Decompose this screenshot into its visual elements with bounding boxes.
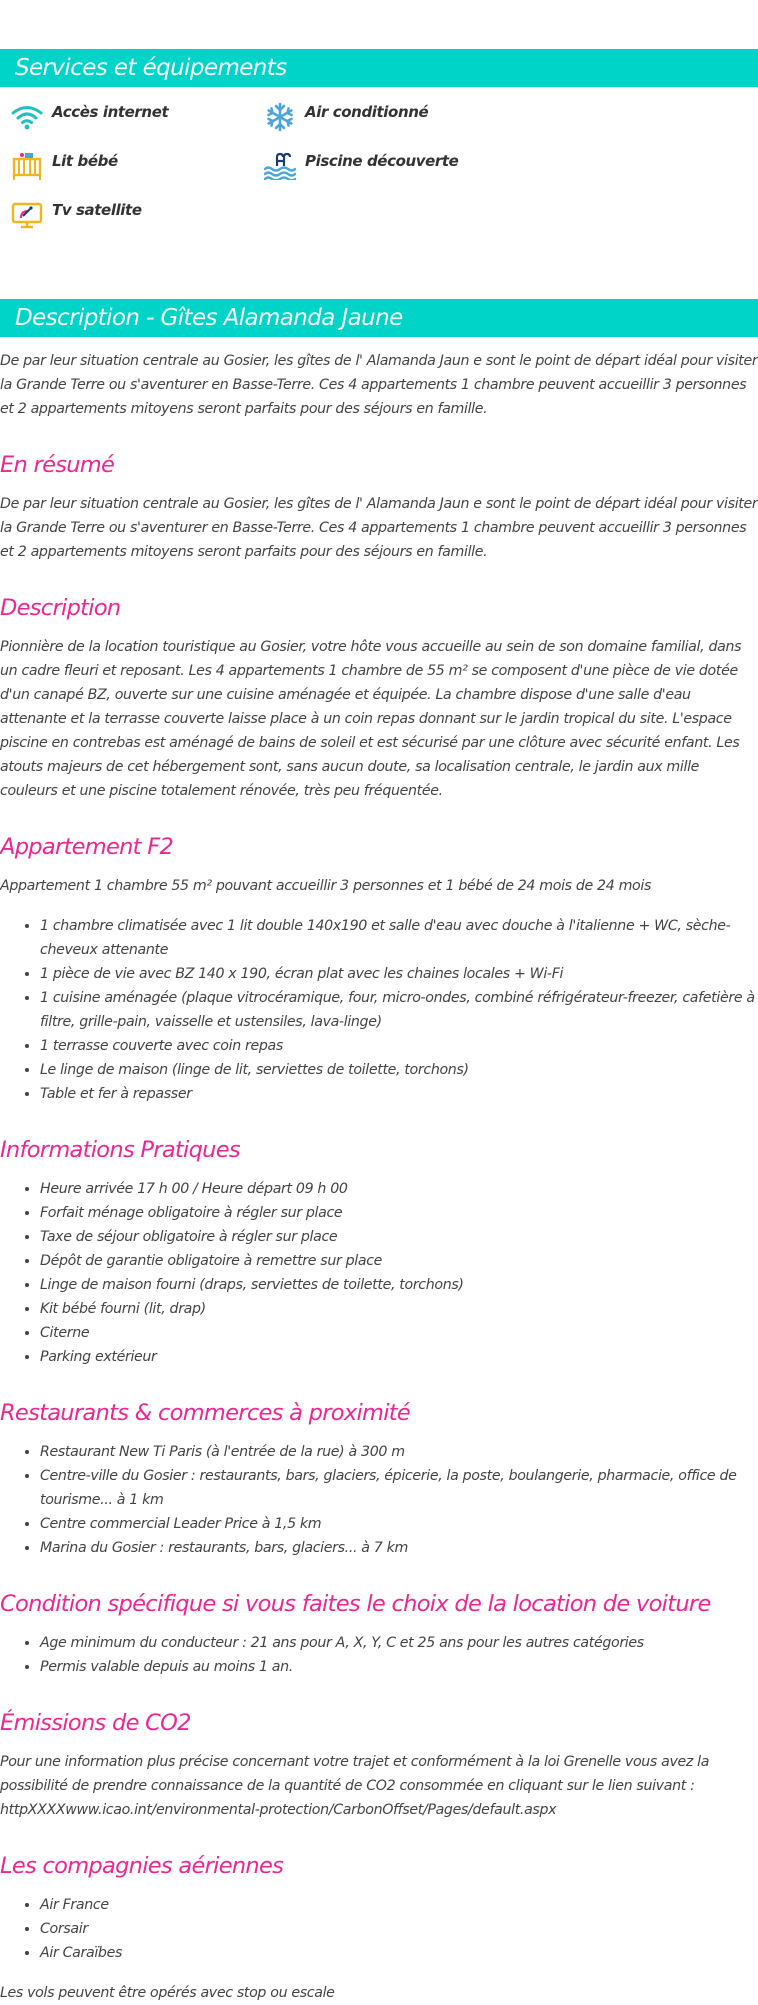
apartment-list xyxy=(0,914,758,1106)
baby-crib-icon xyxy=(10,150,44,182)
co2-text: Pour une information plus précise concernant votre trajet et conformément à la loi Grenelle vous avez la possibilité de prendre connaissance de la quantité de CO2 consommée en cliquant sur le lien suivant : httpXXXXwww.icao.int/environmental-protection/CarbonOffset/Pages/default.aspx xyxy=(0,1754,710,1818)
car-list xyxy=(0,1631,758,1679)
list-item: • Centre commercial Leader Price à 1,5 km xyxy=(40,1512,758,1536)
snowflake-icon xyxy=(263,101,297,133)
service-label: Lit bébé xyxy=(52,152,118,170)
list-item: • Citerne xyxy=(40,1321,758,1345)
service-air-conditioning xyxy=(263,101,516,150)
resume-text: De par leur situation centrale au Gosier, les gîtes de l' Alamanda Jaun e sont le point de départ idéal pour visiter la Grande Terre ou s'aventurer en Basse-Terre. Ces 4 appartements 1 chambre peuvent accueillir 3 personnes et 2 appartements mitoyens seront parfaits pour des séjours en famille. xyxy=(0,496,758,560)
resume-heading: En résumé xyxy=(0,452,115,478)
apartment-intro: Appartement 1 chambre 55 m² pouvant accueillir 3 personnes et 1 bébé de 24 mois de 24 mois xyxy=(0,878,652,894)
list-item: • Air Caraïbes xyxy=(40,1941,758,1965)
list-item: • 1 terrasse couverte avec coin repas xyxy=(40,1034,758,1058)
service-label: Tv satellite xyxy=(52,201,142,219)
service-label: Air conditionné xyxy=(305,103,429,121)
wifi-icon xyxy=(10,101,44,133)
list-item: • Age minimum du conducteur : 21 ans pour A, X, Y, C et 25 ans pour les autres catégories xyxy=(40,1631,758,1655)
airlines-note: Les vols peuvent être opérés avec stop ou escale xyxy=(0,1985,335,2001)
list-item: • Linge de maison fourni (draps, serviettes de toilette, torchons) xyxy=(40,1273,758,1297)
nearby-heading: Restaurants & commerces à proximité xyxy=(0,1400,411,1426)
page xyxy=(0,49,758,2005)
list-item: • Parking extérieur xyxy=(40,1345,758,1369)
list-item: • Corsair xyxy=(40,1917,758,1941)
details-text: Pionnière de la location touristique au Gosier, votre hôte vous accueille au sein de son domaine familial, dans un cadre fleuri et reposant. Les 4 appartements 1 chambre de 55 m² se composent d'une pièce de vie dotée d'un canapé BZ, ouverte sur une cuisine aménagée et équipée. La chambre dispose d'une salle d'eau attenante et la terrasse couverte laisse place à un coin repas donnant sur le jardin tropical du site. L'espace piscine en contrebas est aménagé de bains de soleil et est sécurisé par une clôture avec sécurité enfant. Les atouts majeurs de cet hébergement sont, sans aucun doute, sa localisation centrale, le jardin aux mille couleurs et une piscine totalement rénovée, très peu fréquentée. xyxy=(0,639,742,799)
service-internet xyxy=(10,101,263,150)
services-list xyxy=(0,101,758,248)
list-item: • Permis valable depuis au moins 1 an. xyxy=(40,1655,758,1679)
list-item: • Kit bébé fourni (lit, drap) xyxy=(40,1297,758,1321)
details-heading: Description xyxy=(0,595,121,621)
description-banner xyxy=(0,299,758,337)
list-item: • 1 chambre climatisée avec 1 lit double 140x190 et salle d'eau avec douche à l'italienne + WC, sèche-cheveux attenante xyxy=(40,914,758,962)
description-title: Description - Gîtes Alamanda Jaune xyxy=(15,305,403,331)
list-item: • Table et fer à repasser xyxy=(40,1082,758,1106)
practical-heading: Informations Pratiques xyxy=(0,1137,240,1163)
list-item: • Le linge de maison (linge de lit, serviettes de toilette, torchons) xyxy=(40,1058,758,1082)
airlines-heading: Les compagnies aériennes xyxy=(0,1853,284,1879)
service-tv xyxy=(10,199,263,248)
practical-list xyxy=(0,1177,758,1369)
list-item: • Forfait ménage obligatoire à régler sur place xyxy=(40,1201,758,1225)
list-item: • 1 pièce de vie avec BZ 140 x 190, écran plat avec les chaines locales + Wi-Fi xyxy=(40,962,758,986)
service-label: Piscine découverte xyxy=(305,152,459,170)
description-intro: De par leur situation centrale au Gosier, les gîtes de l' Alamanda Jaun e sont le point de départ idéal pour visiter la Grande Terre ou s'aventurer en Basse-Terre. Ces 4 appartements 1 chambre peuvent accueillir 3 personnes et 2 appartements mitoyens seront parfaits pour des séjours en famille. xyxy=(0,353,758,417)
nearby-list xyxy=(0,1440,758,1560)
service-baby-crib xyxy=(10,150,263,199)
co2-heading: Émissions de CO2 xyxy=(0,1710,191,1736)
apartment-heading: Appartement F2 xyxy=(0,834,174,860)
service-label: Accès internet xyxy=(52,103,169,121)
car-heading: Condition spécifique si vous faites le choix de la location de voiture xyxy=(0,1591,711,1617)
list-item: • Restaurant New Ti Paris (à l'entrée de la rue) à 300 m xyxy=(40,1440,758,1464)
airlines-list xyxy=(0,1893,758,1965)
services-title: Services et équipements xyxy=(15,55,287,81)
service-pool xyxy=(263,150,516,199)
list-item: • Centre-ville du Gosier : restaurants, bars, glaciers, épicerie, la poste, boulangerie, pharmacie, office de tourisme... à 1 km xyxy=(40,1464,758,1512)
list-item: • Taxe de séjour obligatoire à régler sur place xyxy=(40,1225,758,1249)
list-item: • Air France xyxy=(40,1893,758,1917)
services-banner xyxy=(0,49,758,87)
list-item: • Heure arrivée 17 h 00 / Heure départ 09 h 00 xyxy=(40,1177,758,1201)
list-item: • Dépôt de garantie obligatoire à remettre sur place xyxy=(40,1249,758,1273)
satellite-tv-icon xyxy=(10,199,44,231)
list-item: • Marina du Gosier : restaurants, bars, glaciers... à 7 km xyxy=(40,1536,758,1560)
list-item: • 1 cuisine aménagée (plaque vitrocéramique, four, micro-ondes, combiné réfrigérateur-freezer, cafetière à filtre, grille-pain, vaisselle et ustensiles, lava-linge) xyxy=(40,986,758,1034)
swimming-pool-icon xyxy=(263,150,297,182)
